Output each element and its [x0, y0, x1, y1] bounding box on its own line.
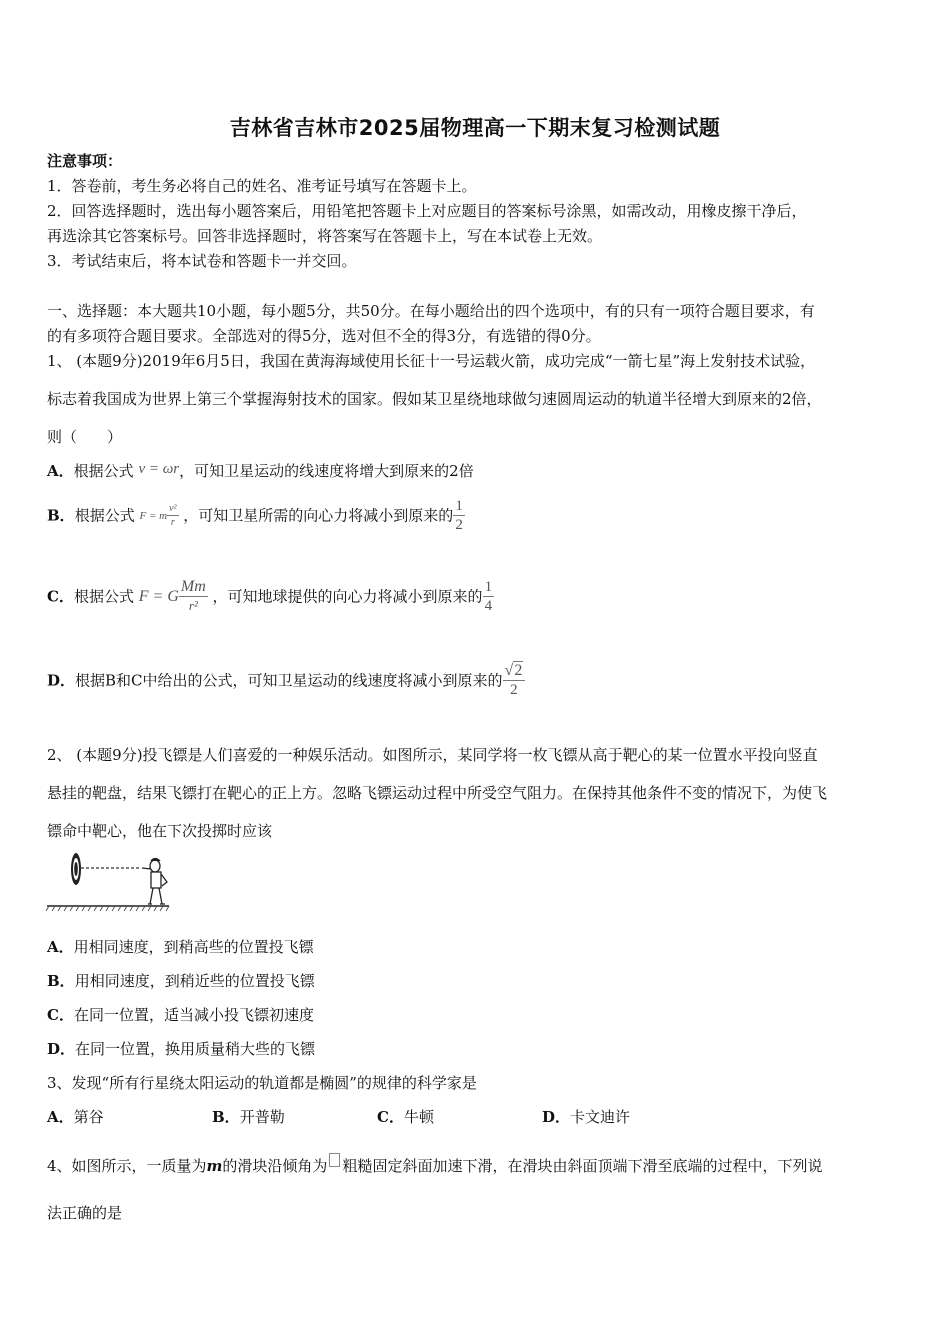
- q1-option-b-formula-lhs: F = m: [139, 509, 168, 522]
- q1-option-a: [47, 458, 474, 482]
- q1-option-a-pre: 根据公式: [73, 462, 134, 480]
- q1-option-b-answer: $\frac{1}{2}$: [455, 498, 463, 533]
- q1-option-c-formula-frac: $\frac{Mm}{\text{r²}}$: [180, 578, 206, 613]
- q2-option-b: B．用相同速度，到稍近些的位置投飞镖: [47, 972, 315, 990]
- section-intro-1: 一、选择题：本大题共10小题，每小题5分，共50分。在每小题给出的四个选项中，有的只有一项符合题目要求，有: [47, 302, 815, 320]
- q2-stem-1: 2、 (本题9分)投飞镖是人们喜爱的一种娱乐活动。如图所示，某同学将一枚飞镖从高于靶心的某一位置水平投向竖直: [47, 746, 818, 764]
- q3-option-d: D．卡文迪许: [542, 1108, 631, 1126]
- missing-symbol-icon: [329, 1153, 340, 1167]
- q1-option-c-pre: 根据公式: [73, 587, 134, 606]
- q2-stem-3: 镖命中靶心，他在下次投掷时应该: [47, 822, 273, 840]
- q1-option-b-formula-frac: $\frac{\text{v²}}{r}$: [169, 503, 177, 528]
- q4-stem-2: 法正确的是: [47, 1204, 123, 1222]
- section-intro-2: 的有多项符合题目要求。全部选对的得5分，选对但不全的得3分，有选错的得0分。: [47, 327, 601, 345]
- q1-option-c-answer: $\frac{1}{4}$: [484, 579, 493, 614]
- notice-3: 3．考试结束后，将本试卷和答题卡一并交回。: [47, 252, 357, 270]
- q1-option-b-post: ，可知卫星所需的向心力将减小到原来的: [183, 506, 454, 525]
- thrower-icon: [142, 859, 167, 905]
- q1-option-c-label: C．: [47, 587, 74, 606]
- q3-stem: 3、发现“所有行星绕太阳运动的轨道都是椭圆”的规律的科学家是: [47, 1074, 477, 1092]
- notice-2-cont: 再选涂其它答案标号。回答非选择题时，将答案写在答题卡上，写在本试卷上无效。: [47, 227, 603, 245]
- notice-heading: 注意事项：: [47, 152, 123, 170]
- page-title: 吉林省吉林市2025届物理高一下期末复习检测试题: [229, 116, 721, 140]
- q1-option-c-post: ，可知地球提供的向心力将减小到原来的: [212, 587, 483, 606]
- q4-mass-var: m: [206, 1157, 223, 1175]
- q1-option-b-pre: 根据公式: [74, 506, 135, 525]
- q2-option-c: C．在同一位置，适当减小投飞镖初速度: [47, 1006, 314, 1024]
- dart-throwing-figure: [45, 852, 175, 914]
- q2-stem-2: 悬挂的靶盘，结果飞镖打在靶心的正上方。忽略飞镖运动过程中所受空气阻力。在保持其他条件不变的情况下，为使飞: [47, 784, 828, 802]
- q2-option-a: A．用相同速度，到稍高些的位置投飞镖: [47, 938, 314, 956]
- notice-1: 1．答卷前，考生务必将自己的姓名、准考证号填写在答题卡上。: [47, 177, 477, 195]
- q1-option-d-label: D．: [47, 671, 76, 690]
- q1-stem-1: 1、 (本题9分)2019年6月5日，我国在黄海海域使用长征十一号运载火箭，成功完成“一箭七星”海上发射技术试验，: [47, 352, 816, 370]
- ground-line: [46, 906, 169, 911]
- q1-option-d-answer: $\frac{√2}{2}$: [503, 662, 526, 699]
- q1-option-d: [47, 662, 525, 699]
- q1-option-a-post: ，可知卫星运动的线速度将增大到原来的2倍: [179, 462, 474, 480]
- q1-stem-3: 则（ ）: [47, 428, 123, 446]
- q3-option-c: C．牛顿: [377, 1108, 434, 1126]
- q1-option-d-pre: 根据B和C中给出的公式，可知卫星运动的线速度将减小到原来的: [75, 671, 503, 690]
- q1-option-a-label: A．: [47, 462, 74, 480]
- q1-option-b: [47, 497, 465, 534]
- q3-option-a: A．第谷: [47, 1108, 104, 1126]
- q4-stem-1: 4、如图所示，一质量为m的滑块沿倾角为 粗糙固定斜面加速下滑，在滑块由斜面顶端下滑至底端的过程中，下列说: [47, 1153, 822, 1177]
- dartboard-icon: [71, 853, 81, 885]
- q1-stem-2: 标志着我国成为世界上第三个掌握海射技术的国家。假如某卫星绕地球做匀速圆周运动的轨道半径增大到原来的2倍，: [47, 390, 822, 408]
- q1-option-c: [47, 578, 494, 615]
- q2-option-d: D．在同一位置，换用质量稍大些的飞镖: [47, 1040, 316, 1058]
- q1-option-a-formula: v = ωr: [138, 461, 180, 477]
- q3-option-b: B．开普勒: [212, 1108, 285, 1126]
- q1-option-c-formula-lhs: F = G: [138, 587, 179, 605]
- q1-option-b-label: B．: [47, 506, 75, 525]
- notice-2: 2．回答选择题时，选出每小题答案后，用铅笔把答题卡上对应题目的答案标号涂黑，如需改动，用橡皮擦干净后，: [47, 202, 807, 220]
